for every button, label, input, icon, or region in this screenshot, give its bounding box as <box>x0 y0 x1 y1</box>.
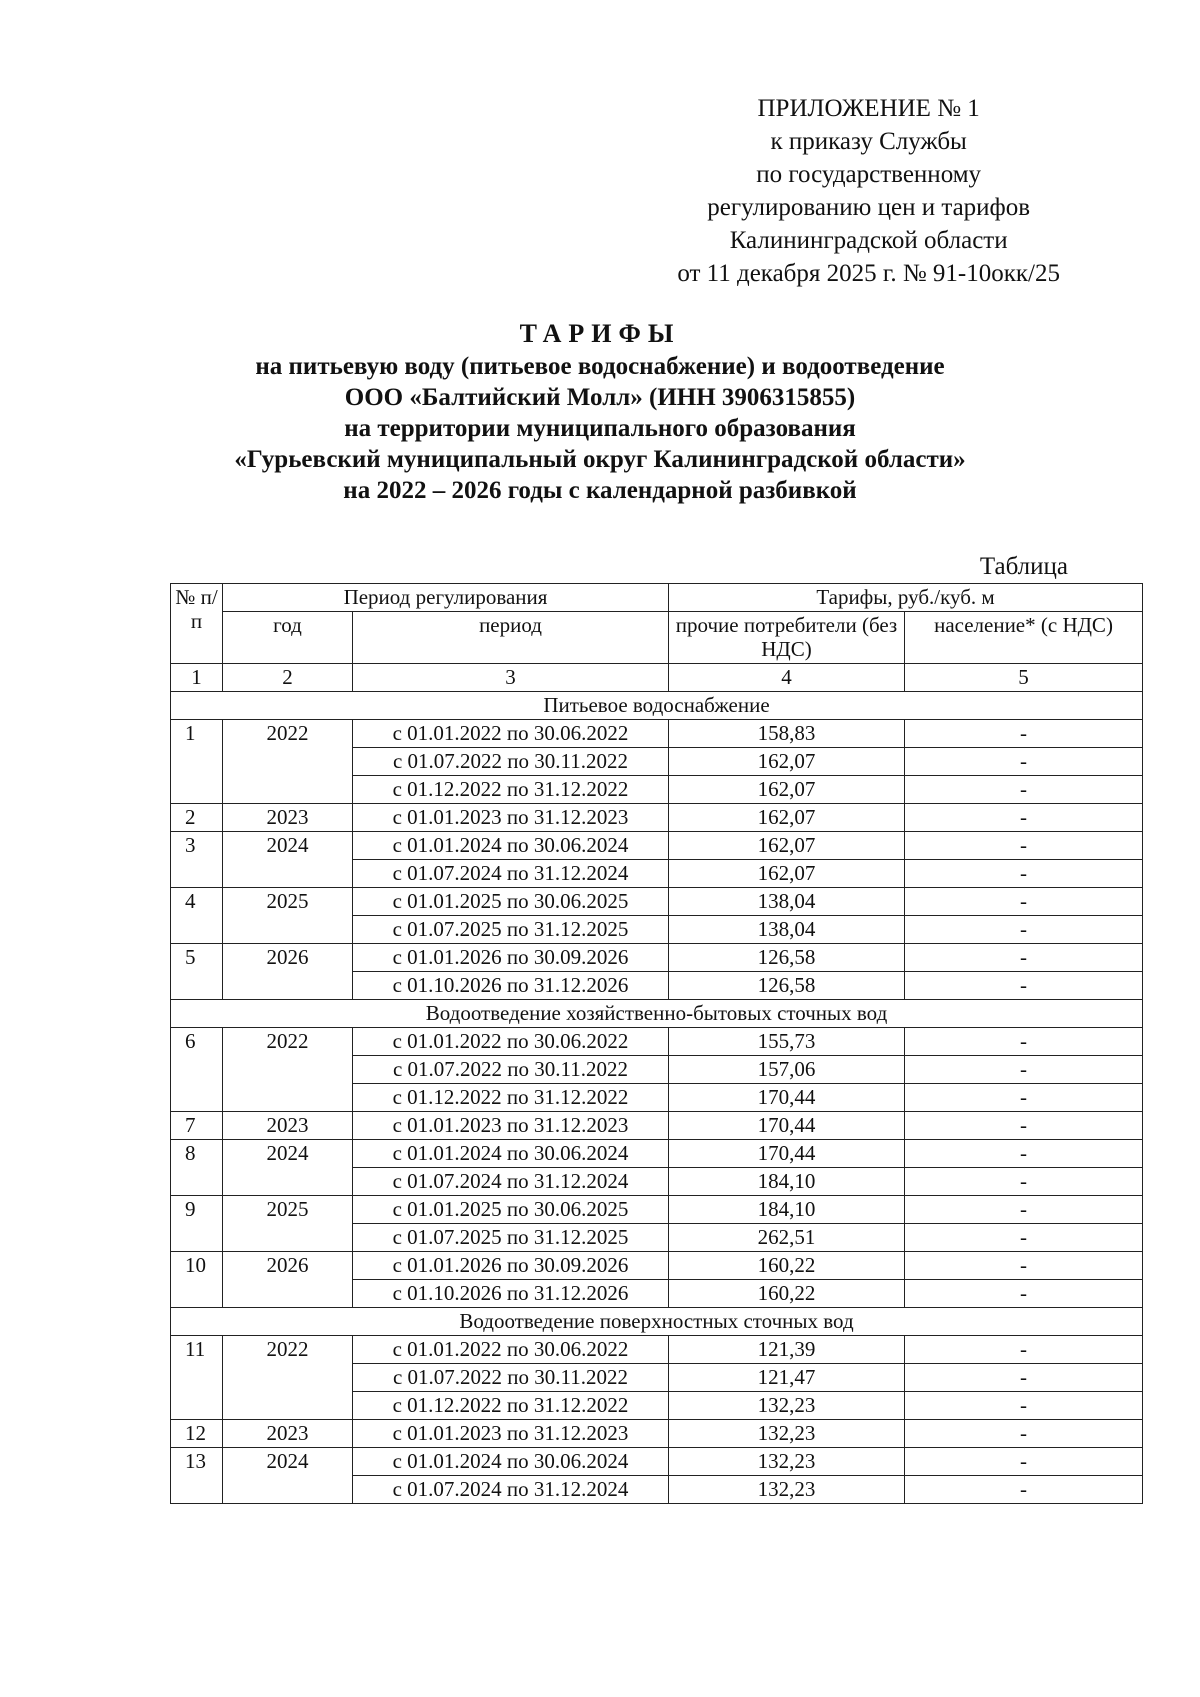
row-number: 12 <box>171 1420 223 1448</box>
row-number: 13 <box>171 1448 223 1476</box>
row-tariff-population: - <box>905 916 1143 944</box>
row-year: 2022 <box>223 1028 353 1056</box>
row-period: с 01.12.2022 по 31.12.2022 <box>353 776 669 804</box>
row-tariff-population: - <box>905 1280 1143 1308</box>
row-period: с 01.01.2025 по 30.06.2025 <box>353 888 669 916</box>
row-tariff-population: - <box>905 972 1143 1000</box>
row-number: 10 <box>171 1252 223 1280</box>
row-period: с 01.01.2024 по 30.06.2024 <box>353 1140 669 1168</box>
row-period: с 01.07.2022 по 30.11.2022 <box>353 1056 669 1084</box>
row-tariff-other: 262,51 <box>669 1224 905 1252</box>
row-year: 2023 <box>223 1112 353 1140</box>
row-year: 2024 <box>223 832 353 860</box>
row-period: с 01.12.2022 по 31.12.2022 <box>353 1392 669 1420</box>
row-year <box>223 1056 353 1084</box>
table-row <box>171 832 1143 860</box>
row-tariff-population: - <box>905 1420 1143 1448</box>
row-tariff-population: - <box>905 1364 1143 1392</box>
row-number <box>171 860 223 888</box>
row-tariff-other: 132,23 <box>669 1476 905 1504</box>
appendix-line: ПРИЛОЖЕНИЕ № 1 <box>757 95 980 122</box>
row-tariff-other: 132,23 <box>669 1420 905 1448</box>
header-tariff-group: Тарифы, руб./куб. м <box>669 584 1143 612</box>
row-tariff-other: 170,44 <box>669 1084 905 1112</box>
row-year <box>223 1280 353 1308</box>
appendix-line: по государственному <box>756 161 982 188</box>
row-number <box>171 1224 223 1252</box>
table-row <box>171 1420 1143 1448</box>
document-title <box>150 318 1050 506</box>
row-year <box>223 1224 353 1252</box>
table-row <box>171 1224 1143 1252</box>
table-row <box>171 916 1143 944</box>
row-number: 5 <box>171 944 223 972</box>
row-number: 4 <box>171 888 223 916</box>
row-number <box>171 1392 223 1420</box>
row-tariff-other: 162,07 <box>669 776 905 804</box>
row-tariff-other: 126,58 <box>669 944 905 972</box>
row-period: с 01.01.2023 по 31.12.2023 <box>353 1112 669 1140</box>
row-tariff-population: - <box>905 1476 1143 1504</box>
title-line: ООО «Балтийский Молл» (ИНН 3906315855) <box>344 384 856 411</box>
row-period: с 01.07.2024 по 31.12.2024 <box>353 1168 669 1196</box>
table-row <box>171 944 1143 972</box>
row-number <box>171 1364 223 1392</box>
header-period-group: Период регулирования <box>223 584 669 612</box>
row-tariff-other: 170,44 <box>669 1140 905 1168</box>
title-line: на 2022 – 2026 годы с календарной разбивкой <box>343 477 857 504</box>
row-period: с 01.01.2022 по 30.06.2022 <box>353 1336 669 1364</box>
row-period: с 01.01.2023 по 31.12.2023 <box>353 804 669 832</box>
row-period: с 01.07.2022 по 30.11.2022 <box>353 1364 669 1392</box>
row-year: 2023 <box>223 1420 353 1448</box>
row-year <box>223 1168 353 1196</box>
table-row <box>171 972 1143 1000</box>
row-number <box>171 748 223 776</box>
row-tariff-other: 184,10 <box>669 1168 905 1196</box>
row-period: с 01.01.2025 по 30.06.2025 <box>353 1196 669 1224</box>
row-period: с 01.07.2024 по 31.12.2024 <box>353 1476 669 1504</box>
table-row <box>171 1392 1143 1420</box>
header-period: период <box>353 612 669 664</box>
table-row <box>171 748 1143 776</box>
row-year: 2024 <box>223 1140 353 1168</box>
row-year <box>223 1476 353 1504</box>
row-period: с 01.07.2022 по 30.11.2022 <box>353 748 669 776</box>
row-period: с 01.07.2025 по 31.12.2025 <box>353 1224 669 1252</box>
row-number: 8 <box>171 1140 223 1168</box>
row-tariff-population: - <box>905 804 1143 832</box>
row-tariff-other: 162,07 <box>669 748 905 776</box>
table-row <box>171 720 1143 748</box>
table-row <box>171 1056 1143 1084</box>
row-tariff-other: 160,22 <box>669 1280 905 1308</box>
table-caption: Таблица <box>979 553 1068 580</box>
row-tariff-population: - <box>905 720 1143 748</box>
section-row <box>171 1000 1143 1028</box>
section-row <box>171 692 1143 720</box>
row-tariff-population: - <box>905 832 1143 860</box>
row-tariff-population: - <box>905 1392 1143 1420</box>
row-year <box>223 1392 353 1420</box>
row-tariff-other: 132,23 <box>669 1392 905 1420</box>
appendix-line: от 11 декабря 2025 г. № 91-10окк/25 <box>677 260 1060 287</box>
row-year: 2022 <box>223 1336 353 1364</box>
row-number: 7 <box>171 1112 223 1140</box>
row-tariff-population: - <box>905 1252 1143 1280</box>
appendix-line: регулированию цен и тарифов <box>707 194 1031 221</box>
row-tariff-population: - <box>905 944 1143 972</box>
row-year: 2023 <box>223 804 353 832</box>
row-period: с 01.10.2026 по 31.12.2026 <box>353 1280 669 1308</box>
tariffs-table-body <box>171 692 1143 1504</box>
row-tariff-other: 184,10 <box>669 1196 905 1224</box>
row-year: 2026 <box>223 1252 353 1280</box>
title-line: на территории муниципального образования <box>344 415 856 442</box>
row-tariff-population: - <box>905 748 1143 776</box>
row-number <box>171 1084 223 1112</box>
row-year <box>223 972 353 1000</box>
table-row <box>171 1084 1143 1112</box>
table-row <box>171 776 1143 804</box>
section-title: Водоотведение хозяйственно-бытовых сточных вод <box>171 1000 1143 1028</box>
row-number: 6 <box>171 1028 223 1056</box>
table-row <box>171 1336 1143 1364</box>
row-year <box>223 776 353 804</box>
row-period: с 01.01.2024 по 30.06.2024 <box>353 832 669 860</box>
title-line: на питьевую воду (питьевое водоснабжение) и водоотведение <box>255 353 945 380</box>
row-period: с 01.01.2026 по 30.09.2026 <box>353 944 669 972</box>
row-year: 2026 <box>223 944 353 972</box>
row-number: 2 <box>171 804 223 832</box>
row-number <box>171 1168 223 1196</box>
table-row <box>171 1448 1143 1476</box>
table-row <box>171 888 1143 916</box>
title-line: «Гурьевский муниципальный округ Калининградской области» <box>234 446 966 473</box>
section-row <box>171 1308 1143 1336</box>
column-number: 3 <box>353 664 669 692</box>
row-tariff-population: - <box>905 888 1143 916</box>
row-year <box>223 860 353 888</box>
row-period: с 01.07.2025 по 31.12.2025 <box>353 916 669 944</box>
row-tariff-population: - <box>905 1196 1143 1224</box>
row-tariff-population: - <box>905 1140 1143 1168</box>
header-num: № п/п <box>171 584 223 664</box>
row-number <box>171 1476 223 1504</box>
main-title: ТАРИФЫ <box>519 319 681 348</box>
row-tariff-other: 126,58 <box>669 972 905 1000</box>
row-year <box>223 916 353 944</box>
row-tariff-population: - <box>905 1168 1143 1196</box>
row-tariff-other: 160,22 <box>669 1252 905 1280</box>
section-title: Питьевое водоснабжение <box>171 692 1143 720</box>
row-tariff-population: - <box>905 1336 1143 1364</box>
row-tariff-population: - <box>905 1448 1143 1476</box>
column-number: 5 <box>905 664 1143 692</box>
row-number <box>171 1280 223 1308</box>
row-tariff-other: 157,06 <box>669 1056 905 1084</box>
row-tariff-population: - <box>905 1056 1143 1084</box>
row-period: с 01.01.2022 по 30.06.2022 <box>353 1028 669 1056</box>
row-tariff-other: 138,04 <box>669 888 905 916</box>
section-title: Водоотведение поверхностных сточных вод <box>171 1308 1143 1336</box>
header-row <box>171 612 1143 664</box>
row-number: 1 <box>171 720 223 748</box>
table-row <box>171 1252 1143 1280</box>
row-number <box>171 1056 223 1084</box>
row-tariff-population: - <box>905 776 1143 804</box>
appendix-line: к приказу Службы <box>770 128 967 155</box>
row-tariff-other: 121,47 <box>669 1364 905 1392</box>
row-number <box>171 972 223 1000</box>
table-row <box>171 1196 1143 1224</box>
column-numbers-row <box>171 664 1143 692</box>
row-tariff-other: 162,07 <box>669 860 905 888</box>
table-row <box>171 860 1143 888</box>
appendix-header <box>677 92 1060 290</box>
column-number: 1 <box>171 664 223 692</box>
header-other-consumers: прочие потребители (без НДС) <box>669 612 905 664</box>
row-number <box>171 776 223 804</box>
header-population: население* (с НДС) <box>905 612 1143 664</box>
row-number: 11 <box>171 1336 223 1364</box>
row-tariff-population: - <box>905 1112 1143 1140</box>
row-year <box>223 1084 353 1112</box>
table-row <box>171 1476 1143 1504</box>
table-row <box>171 804 1143 832</box>
row-number: 3 <box>171 832 223 860</box>
row-tariff-population: - <box>905 1224 1143 1252</box>
row-year <box>223 748 353 776</box>
row-tariff-population: - <box>905 860 1143 888</box>
header-row <box>171 584 1143 612</box>
row-year: 2025 <box>223 1196 353 1224</box>
row-year: 2025 <box>223 888 353 916</box>
row-year <box>223 1364 353 1392</box>
row-period: с 01.12.2022 по 31.12.2022 <box>353 1084 669 1112</box>
row-period: с 01.01.2022 по 30.06.2022 <box>353 720 669 748</box>
row-period: с 01.01.2023 по 31.12.2023 <box>353 1420 669 1448</box>
table-row <box>171 1168 1143 1196</box>
table-row <box>171 1364 1143 1392</box>
table-row <box>171 1028 1143 1056</box>
row-tariff-population: - <box>905 1084 1143 1112</box>
row-year: 2024 <box>223 1448 353 1476</box>
header-year: год <box>223 612 353 664</box>
row-period: с 01.10.2026 по 31.12.2026 <box>353 972 669 1000</box>
row-tariff-other: 158,83 <box>669 720 905 748</box>
row-tariff-other: 162,07 <box>669 804 905 832</box>
table-row <box>171 1280 1143 1308</box>
row-period: с 01.07.2024 по 31.12.2024 <box>353 860 669 888</box>
table-row <box>171 1140 1143 1168</box>
row-tariff-other: 155,73 <box>669 1028 905 1056</box>
tariffs-table <box>170 583 1143 1504</box>
row-number: 9 <box>171 1196 223 1224</box>
row-tariff-other: 138,04 <box>669 916 905 944</box>
row-number <box>171 916 223 944</box>
row-tariff-other: 170,44 <box>669 1112 905 1140</box>
row-tariff-other: 121,39 <box>669 1336 905 1364</box>
row-period: с 01.01.2024 по 30.06.2024 <box>353 1448 669 1476</box>
appendix-line: Калининградской области <box>729 227 1008 254</box>
row-tariff-other: 162,07 <box>669 832 905 860</box>
column-number: 2 <box>223 664 353 692</box>
row-tariff-other: 132,23 <box>669 1448 905 1476</box>
table-row <box>171 1112 1143 1140</box>
row-tariff-population: - <box>905 1028 1143 1056</box>
row-period: с 01.01.2026 по 30.09.2026 <box>353 1252 669 1280</box>
row-year: 2022 <box>223 720 353 748</box>
column-number: 4 <box>669 664 905 692</box>
